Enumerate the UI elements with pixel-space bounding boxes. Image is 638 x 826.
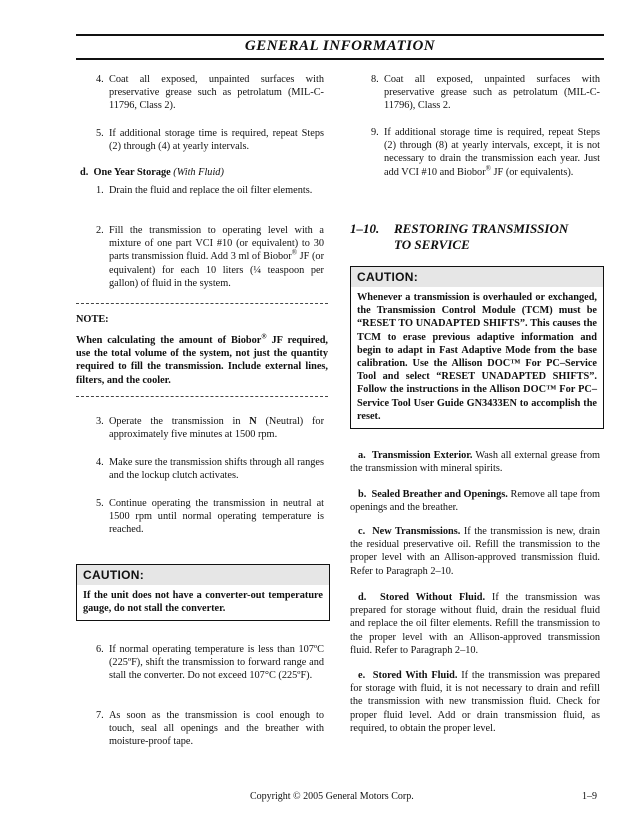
note-top-rule bbox=[76, 303, 328, 304]
note-bottom-rule bbox=[76, 396, 328, 397]
paragraph-text: Wash all external grease from the transmission with mineral spirits. bbox=[350, 450, 600, 475]
caution-text: Whenever a transmission is overhauled or exchanged, the Transmission Control Module (TCM) must be “RESET TO UNADAPTED SHIFTS”. This causes the TCM to erase previous adaptive information and begin to adapt in Fast Adaptive Mode from the base calibration. Use the Allison DOC™ For PC–Service Tool and select “RESET UNADAPTED SHIFTS”. Follow the instructions in the Allison DOC™ For PC–Service Tool User Guide GN3433EN to accomplish the reset. bbox=[357, 292, 597, 422]
step-d3 bbox=[96, 415, 324, 441]
step-number: 6. bbox=[96, 644, 104, 655]
paragraph-label: c. bbox=[358, 526, 366, 537]
step-number: 8. bbox=[371, 74, 379, 85]
step-text-part-b: JF (or equivalents). bbox=[490, 166, 574, 178]
note-label: NOTE: bbox=[76, 314, 109, 325]
step-number: 2. bbox=[96, 225, 104, 236]
step-text: As soon as the transmission is cool enough to touch, seal all openings and the breather with moisture-proof tape. bbox=[109, 710, 324, 748]
registered-mark: ® bbox=[261, 332, 267, 341]
note-text-part-a: When calculating the amount of Biobor bbox=[76, 335, 262, 346]
step-text-part-a: Fill the transmission to operating level with a mixture of one part VCI #10 (or equivalent) to 30 parts transmission fluid. Add 3 ml of Biobor bbox=[109, 225, 324, 263]
paragraph-title: New Transmissions. bbox=[372, 526, 461, 537]
step-text-part-b: JF (or equivalent) for each 10 liters (¼ teaspoon per gallon) of fluid in the system. bbox=[109, 251, 325, 289]
paragraph-label: a. bbox=[358, 450, 366, 461]
section-number: 1–10. bbox=[350, 221, 380, 236]
caution-label: CAUTION: bbox=[77, 565, 329, 585]
note-text bbox=[76, 334, 328, 387]
step-d6 bbox=[96, 643, 324, 683]
header-top-rule bbox=[76, 34, 604, 36]
caution-box-left bbox=[76, 564, 330, 621]
step-d1 bbox=[96, 184, 324, 197]
paragraph-d bbox=[350, 591, 600, 657]
step-number: 1. bbox=[96, 185, 104, 196]
section-heading bbox=[350, 221, 600, 253]
paragraph-label: d. bbox=[358, 592, 367, 603]
caution-label: CAUTION: bbox=[351, 267, 603, 287]
paragraph-e bbox=[350, 669, 600, 735]
step-text: Continue operating the transmission in neutral at 1500 rpm until normal operating temperature is reached. bbox=[109, 498, 324, 536]
step-text-part-a: Operate the transmission in bbox=[109, 416, 250, 427]
paragraph-text: If the transmission is new, drain the residual preservative oil. Refill the transmission to the proper level with an Allison-approved transmission fluid. Refer to Paragraph 2–10. bbox=[350, 526, 601, 577]
note-text-part-b: JF required, use the total volume of the system, not just the quantity required to fill the transmission. Include external lines, filters, and the cooler. bbox=[76, 335, 328, 386]
paragraph-title: Stored With Fluid. bbox=[372, 670, 458, 681]
subsection-title: One Year Storage bbox=[93, 167, 171, 178]
paragraph-title: Transmission Exterior. bbox=[371, 450, 473, 461]
step-number: 7. bbox=[96, 710, 104, 721]
step-4-left bbox=[96, 73, 324, 113]
subsection-label: d. bbox=[80, 167, 89, 178]
paragraph-text: If the transmission was prepared for storage without fluid, drain the residual fluid and replace the oil filter elements. Refill the transmission to the proper level with an Allison-approved transmission fluid. Refer to Paragraph 2–10. bbox=[350, 592, 601, 656]
header-bottom-rule bbox=[76, 58, 604, 60]
step-text-bold: N bbox=[249, 416, 257, 427]
step-text: Coat all exposed, unpainted surfaces with preservative grease such as petrolatum (MIL-C-11796), Class 2. bbox=[384, 74, 600, 112]
step-9-right bbox=[371, 126, 600, 179]
step-number: 3. bbox=[96, 416, 104, 427]
paragraph-a bbox=[350, 449, 600, 475]
step-d2 bbox=[96, 224, 324, 290]
step-number: 4. bbox=[96, 74, 104, 85]
step-5-left bbox=[96, 127, 324, 153]
step-text-part-b: (Neutral) for approximately five minutes at 1500 rpm. bbox=[109, 416, 325, 441]
registered-mark: ® bbox=[291, 248, 298, 257]
paragraph-title: Sealed Breather and Openings. bbox=[371, 489, 508, 500]
section-title-line1: RESTORING TRANSMISSION bbox=[394, 221, 569, 236]
paragraph-text: If the transmission was prepared for storage with fluid, it is not necessary to drain and refill the transmission with new transmission fluid. Check for proper fluid level. Add or drain transmission fluid, as required, to obtain the proper level. bbox=[350, 670, 600, 734]
step-d5 bbox=[96, 497, 324, 537]
step-text: If normal operating temperature is less than 107ºC (225ºF), shift the transmission to forward range and stall the converter. Do not exceed 107°C (225ºF). bbox=[109, 644, 324, 682]
step-text-part-a: If additional storage time is required, repeat Steps (2) through (8) at yearly intervals, except, it is not necessary to drain the transmission each year. Just add VCI #10 and Biobor bbox=[384, 127, 600, 178]
step-8-right bbox=[371, 73, 600, 113]
subsection-subtitle: (With Fluid) bbox=[173, 167, 224, 178]
caution-text: If the unit does not have a converter-out temperature gauge, do not stall the converter. bbox=[83, 590, 323, 615]
paragraph-label: b. bbox=[358, 489, 367, 500]
step-number: 9. bbox=[371, 127, 379, 138]
paragraph-label: e. bbox=[358, 670, 366, 681]
note-block bbox=[76, 313, 328, 387]
registered-mark: ® bbox=[485, 164, 491, 173]
section-title-line2: TO SERVICE bbox=[394, 237, 470, 252]
step-d7 bbox=[96, 709, 324, 749]
step-text: Make sure the transmission shifts through all ranges and the lockup clutch activates. bbox=[109, 457, 324, 482]
step-number: 5. bbox=[96, 128, 104, 139]
caution-box-right bbox=[350, 266, 604, 429]
step-text: Coat all exposed, unpainted surfaces with preservative grease such as petrolatum (MIL-C-11796, Class 2). bbox=[109, 74, 324, 112]
paragraph-c bbox=[350, 525, 600, 578]
footer-page-number: 1–9 bbox=[582, 791, 597, 802]
page-header-title: GENERAL INFORMATION bbox=[244, 38, 436, 54]
paragraph-b bbox=[350, 488, 600, 514]
step-number: 5. bbox=[96, 498, 104, 509]
step-d4 bbox=[96, 456, 324, 482]
step-text: Drain the fluid and replace the oil filter elements. bbox=[109, 185, 313, 196]
subsection-d-heading bbox=[80, 166, 330, 179]
step-text: If additional storage time is required, repeat Steps (2) through (4) at yearly intervals. bbox=[109, 128, 324, 153]
paragraph-title: Stored Without Fluid. bbox=[380, 592, 486, 603]
paragraph-text: Remove all tape from openings and the breather. bbox=[350, 489, 600, 514]
footer-copyright: Copyright © 2005 General Motors Corp. bbox=[250, 791, 414, 802]
step-number: 4. bbox=[96, 457, 104, 468]
